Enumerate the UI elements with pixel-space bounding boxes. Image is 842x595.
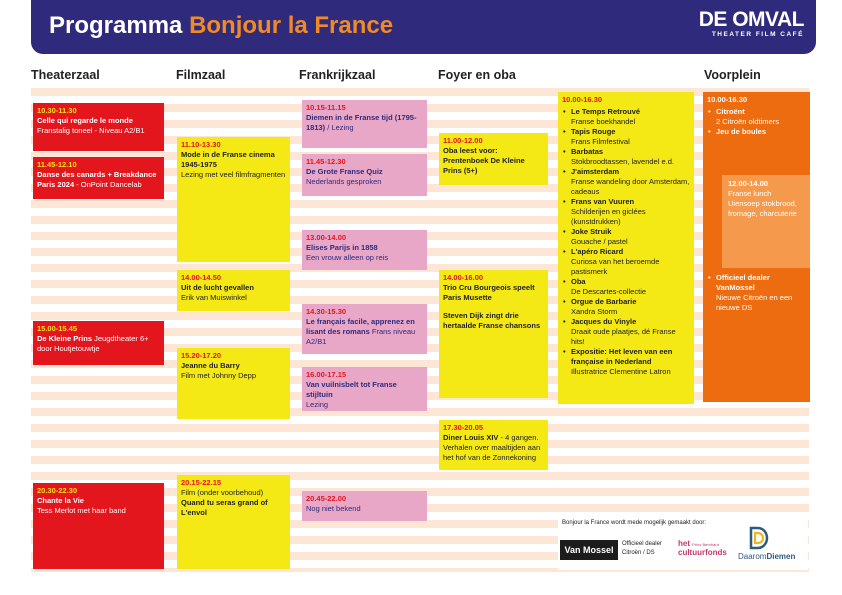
sponsor-panel (558, 516, 808, 570)
event-sub: - OnPoint Dancelab (74, 180, 142, 189)
list-item (562, 197, 690, 227)
item-desc: Nieuwe Citroën en een nieuwe DS (716, 293, 793, 312)
list-item (707, 127, 806, 137)
event-sub: Een vrouw alleen op reis (306, 253, 389, 262)
event-block (302, 230, 427, 270)
event-block (177, 270, 290, 311)
item-desc: Franse wandeling door Amsterdam, cadeaus (571, 177, 690, 196)
event-time: 12.00-14.00 (728, 179, 769, 188)
omval-logo (699, 8, 804, 39)
list-item (562, 167, 690, 197)
event-time: 17.30-20.05 (443, 423, 484, 432)
voorplein-list (707, 107, 806, 137)
event-sub: Lezing (306, 400, 329, 409)
list-item (562, 317, 690, 347)
event-time: 13.00-14.00 (306, 233, 347, 242)
cultuurfonds-logo (678, 540, 727, 557)
event-block (33, 321, 164, 365)
header-banner (31, 0, 816, 54)
event-title: De Kleine Prins (37, 334, 93, 343)
item-title: • Expositie: Het leven van een française in Nederland (571, 347, 673, 366)
event-time: 15.00-15.45 (37, 324, 78, 333)
event-block (177, 475, 290, 569)
event-time: 14.30-15.30 (306, 307, 347, 316)
cultuurfonds-name: cultuurfonds (678, 548, 727, 557)
event-title: De Grote Franse Quiz (306, 167, 383, 176)
event-title: Oba leest voor: Prentenboek De Kleine Prins (5+) (443, 146, 525, 175)
page-title (49, 12, 393, 40)
event-title: Trio Cru Bourgeois speelt Paris Musette (443, 283, 535, 302)
col-head-filmzaal: Filmzaal (176, 68, 226, 82)
item-desc: Franse boekhandel (571, 117, 636, 126)
event-title: Elises Parijs in 1858 (306, 243, 378, 252)
event-block (33, 103, 164, 151)
event-sub: Franstalig toneel - Niveau A2/B1 (37, 126, 145, 135)
list-item (562, 227, 690, 247)
event-block (177, 137, 290, 262)
event-block (439, 133, 548, 185)
item-title: • Orgue de Barbarie (571, 297, 637, 306)
vanmossel-caption-2: Citroën / DS (622, 550, 655, 556)
daaromdiemen-icon (748, 526, 770, 550)
event-time: 11.00-12.00 (443, 136, 483, 145)
event-title: Le français facile, apprenez en lisant des romans (306, 317, 415, 336)
event-time: 10.30-11.30 (37, 106, 77, 115)
list-item (562, 127, 690, 147)
item-desc: Xandra Storm (571, 307, 618, 316)
item-title: • Jacques du Vinyle (571, 317, 637, 326)
item-title: • Barbatas (571, 147, 604, 156)
item-desc: De Descartes-collectie (571, 287, 647, 296)
dealer-list (707, 273, 806, 313)
event-sub: Nog niet bekend (306, 504, 361, 513)
market-block (558, 92, 694, 404)
event-block (177, 348, 290, 419)
event-time: 20.15-22.15 (181, 478, 222, 487)
item-title: • Tapis Rouge (571, 127, 616, 136)
event-time: 10.15-11.15 (306, 103, 346, 112)
event-sub: Film (onder voorbehoud) (181, 488, 264, 497)
col-head-foyer: Foyer en oba (438, 68, 516, 82)
event-title: Uit de lucht gevallen (181, 283, 254, 292)
event-title: Jeanne du Barry (181, 361, 240, 370)
event-block (302, 491, 427, 521)
event-sub: Tess Merlot met haar band (37, 506, 126, 515)
lunch-block (722, 175, 810, 268)
event-block (302, 367, 427, 411)
col-head-voorplein: Voorplein (704, 68, 761, 82)
event-block (33, 483, 164, 569)
event-time: 16.00-17.15 (306, 370, 347, 379)
event-sub: Lezing met veel filmfragmenten (181, 170, 286, 179)
event-block (33, 157, 164, 199)
item-desc: Frans Filmfestival (571, 137, 630, 146)
event-title-2: Steven Dijk zingt drie hertaalde Franse chansons (443, 311, 541, 330)
diemen-part: Diemen (766, 552, 796, 561)
event-time: 10.00-16.30 (562, 95, 603, 104)
event-block (302, 154, 427, 196)
event-sub: - 4 gangen. Verhalen over maaltijden aan het hof van de Zonnekoning (443, 433, 541, 462)
item-desc: Draait oude plaatjes, dé Franse hits! (571, 327, 676, 346)
list-item (562, 297, 690, 317)
cultuurfonds-pb: Prins Bernhard (692, 542, 719, 547)
event-time: 14.00-14.50 (181, 273, 222, 282)
spacer (443, 303, 544, 311)
item-desc: Illustratrice Clementine Latron (571, 367, 671, 376)
logo-main: DE OMVAL (698, 8, 804, 31)
event-title: Celle qui regarde le monde (37, 116, 133, 125)
event-sub: Jeugdtheater 6+ door Houtjetouwtje (37, 334, 149, 353)
event-time: 10.00-16.30 (707, 95, 748, 104)
event-title: Diemen in de Franse tijd (1795-1813) (306, 113, 417, 132)
list-item (562, 277, 690, 297)
event-title: Chante la Vie (37, 496, 84, 505)
event-time: 15.20-17.20 (181, 351, 222, 360)
event-title: Danse des canards + Breakdance Paris 2024 (37, 170, 157, 189)
event-sub: Uiensoep stokbrood, fromage, charcuterie (728, 199, 797, 218)
event-block (439, 270, 548, 398)
item-title: • Le Temps Retrouvé (571, 107, 641, 116)
list-item (562, 107, 690, 127)
cultuurfonds-het: het (678, 539, 690, 548)
event-block (302, 100, 427, 148)
col-head-frankrijkzaal: Frankrijkzaal (299, 68, 376, 82)
list-item (562, 347, 690, 377)
event-sub: Film met Johnny Depp (181, 371, 257, 380)
item-title: • L'apéro Ricard (571, 247, 624, 256)
event-sub: Erik van Muiswinkel (181, 293, 247, 302)
item-title: • Jeu de boules (716, 127, 767, 136)
event-title: Van vuilnisbelt tot Franse stijltuin (306, 380, 397, 399)
item-desc: Stokbroodtassen, lavendel e.d. (571, 157, 674, 166)
item-title: • Joke Struik (571, 227, 612, 236)
item-desc: 2 Citroën oldtimers (716, 117, 779, 126)
vanmossel-caption-1: Officieel dealer (622, 541, 662, 547)
event-title: Diner Louis XIV (443, 433, 499, 442)
daarom-part: Daarom (738, 552, 767, 561)
vanmossel-logo: Van Mossel (560, 540, 618, 560)
event-sub: / Lezing (325, 123, 354, 132)
item-title: • Oba (571, 277, 586, 286)
item-desc: Schilderijen en giclées (kunstdrukken) (571, 207, 646, 226)
event-time: 20.30-22.30 (37, 486, 78, 495)
list-item (707, 107, 806, 127)
list-item (562, 247, 690, 277)
event-time: 11.45-12.10 (37, 160, 77, 169)
event-time: 14.00-16.00 (443, 273, 484, 282)
item-desc: Gouache / pastel (571, 237, 628, 246)
event-sub: Frans niveau A2/B1 (306, 327, 416, 346)
list-item (562, 147, 690, 167)
title-main: Programma (49, 12, 183, 39)
event-time: 20.45-22.00 (306, 494, 347, 503)
market-list (562, 107, 690, 377)
item-title: • Citroënt (716, 107, 745, 116)
col-head-theaterzaal: Theaterzaal (31, 68, 100, 82)
item-title: • J'aimsterdam (571, 167, 620, 176)
title-accent: Bonjour la France (189, 12, 394, 39)
event-sub: Nederlands gesproken (306, 177, 382, 186)
item-desc: Curiosa van het beroemde pastismerk (571, 257, 660, 276)
event-time: 11.10-13.30 (181, 140, 221, 149)
sponsor-intro: Bonjour la France wordt mede mogelijk gemaakt door: (562, 520, 707, 526)
event-title: Franse lunch (728, 189, 772, 198)
event-block (302, 304, 427, 354)
event-title: Quand tu seras grand of L'envol (181, 498, 268, 517)
event-time: 11.45-12.30 (306, 157, 346, 166)
list-item (707, 273, 806, 313)
logo-sub: THEATER FILM CAFÉ (711, 31, 804, 38)
daaromdiemen-logo (738, 552, 795, 561)
event-title: Mode in de Franse cinema 1945-1975 (181, 150, 275, 169)
vanmossel-caption (622, 540, 662, 558)
item-title: • Frans van Vuuren (571, 197, 635, 206)
event-block (439, 420, 548, 470)
item-title: • Officieel dealer VanMossel (716, 273, 770, 292)
